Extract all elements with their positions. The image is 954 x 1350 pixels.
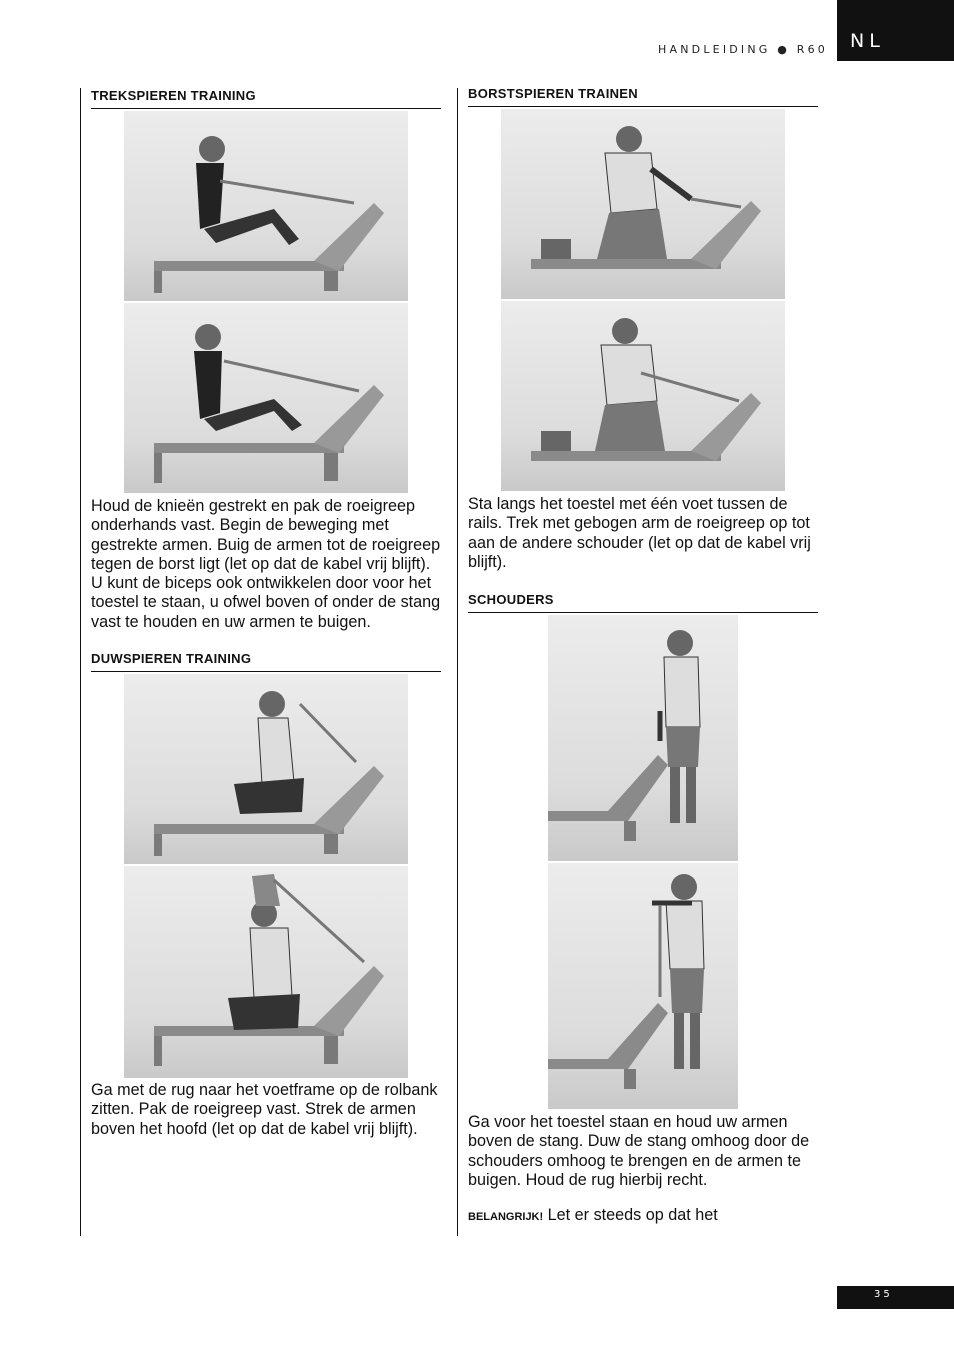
right-column [468,86,818,1228]
section-text: Ga voor het toestel staan en houd uw armen boven de stang. Duw de stang omhoog door de schouders omhoog te brengen en de armen te buigen. Houd de rug hierbij recht. [468,1113,810,1190]
page-number-tab [837,1286,954,1309]
photo-shoulder-shrug-end [548,863,738,1109]
photo-chest-pull-start [501,109,785,299]
language-tab [837,0,954,61]
left-column-rule [80,88,81,1236]
photo-overhead-press-start [124,674,408,864]
section-text: Houd de knieën gestrekt en pak de roeigreep onderhands vast. Begin de beweging met gestrekte armen. Buig de armen tot de roeigreep tegen de borst ligt (let op dat de kabel vrij blijft). U kunt de biceps ook ontwikkelen door voor het toestel te staan, u ofwel boven of onder de stang vast te houden en uw armen te buigen. [91,497,441,631]
important-label: BELANGRIJK! [468,1211,544,1224]
photo-chest-pull-end [501,301,785,491]
photo-overhead-press-end [124,866,408,1078]
section-text: Sta langs het toestel met één voet tussen de rails. Trek met gebogen arm de roeigreep op tot aan de andere schouder (let op dat de kabel vrij blijft). [468,495,811,571]
left-column [91,88,441,1139]
photo-shoulder-shrug-start [548,615,738,861]
section-text: Ga met de rug naar het voetframe op de rolbank zitten. Pak de roeigreep vast. Strek de armen boven het hoofd (let op dat de kabel vrij blijft). [91,1081,438,1138]
section-title: TREKSPIEREN TRAINING [91,88,441,109]
right-column-rule [457,88,458,1236]
section-title: SCHOUDERS [468,592,818,613]
language-label: NL [850,30,885,52]
photo-seated-row-start [124,111,408,301]
page-number: 35 [874,1289,893,1300]
important-text: Let er steeds op dat het [547,1206,718,1225]
important-note [468,1206,818,1227]
section-title: DUWSPIEREN TRAINING [91,651,441,672]
section-title: BORSTSPIEREN TRAINEN [468,86,818,107]
photo-seated-row-end [124,303,408,493]
running-header: HANDLEIDING ● R60 [658,43,828,56]
